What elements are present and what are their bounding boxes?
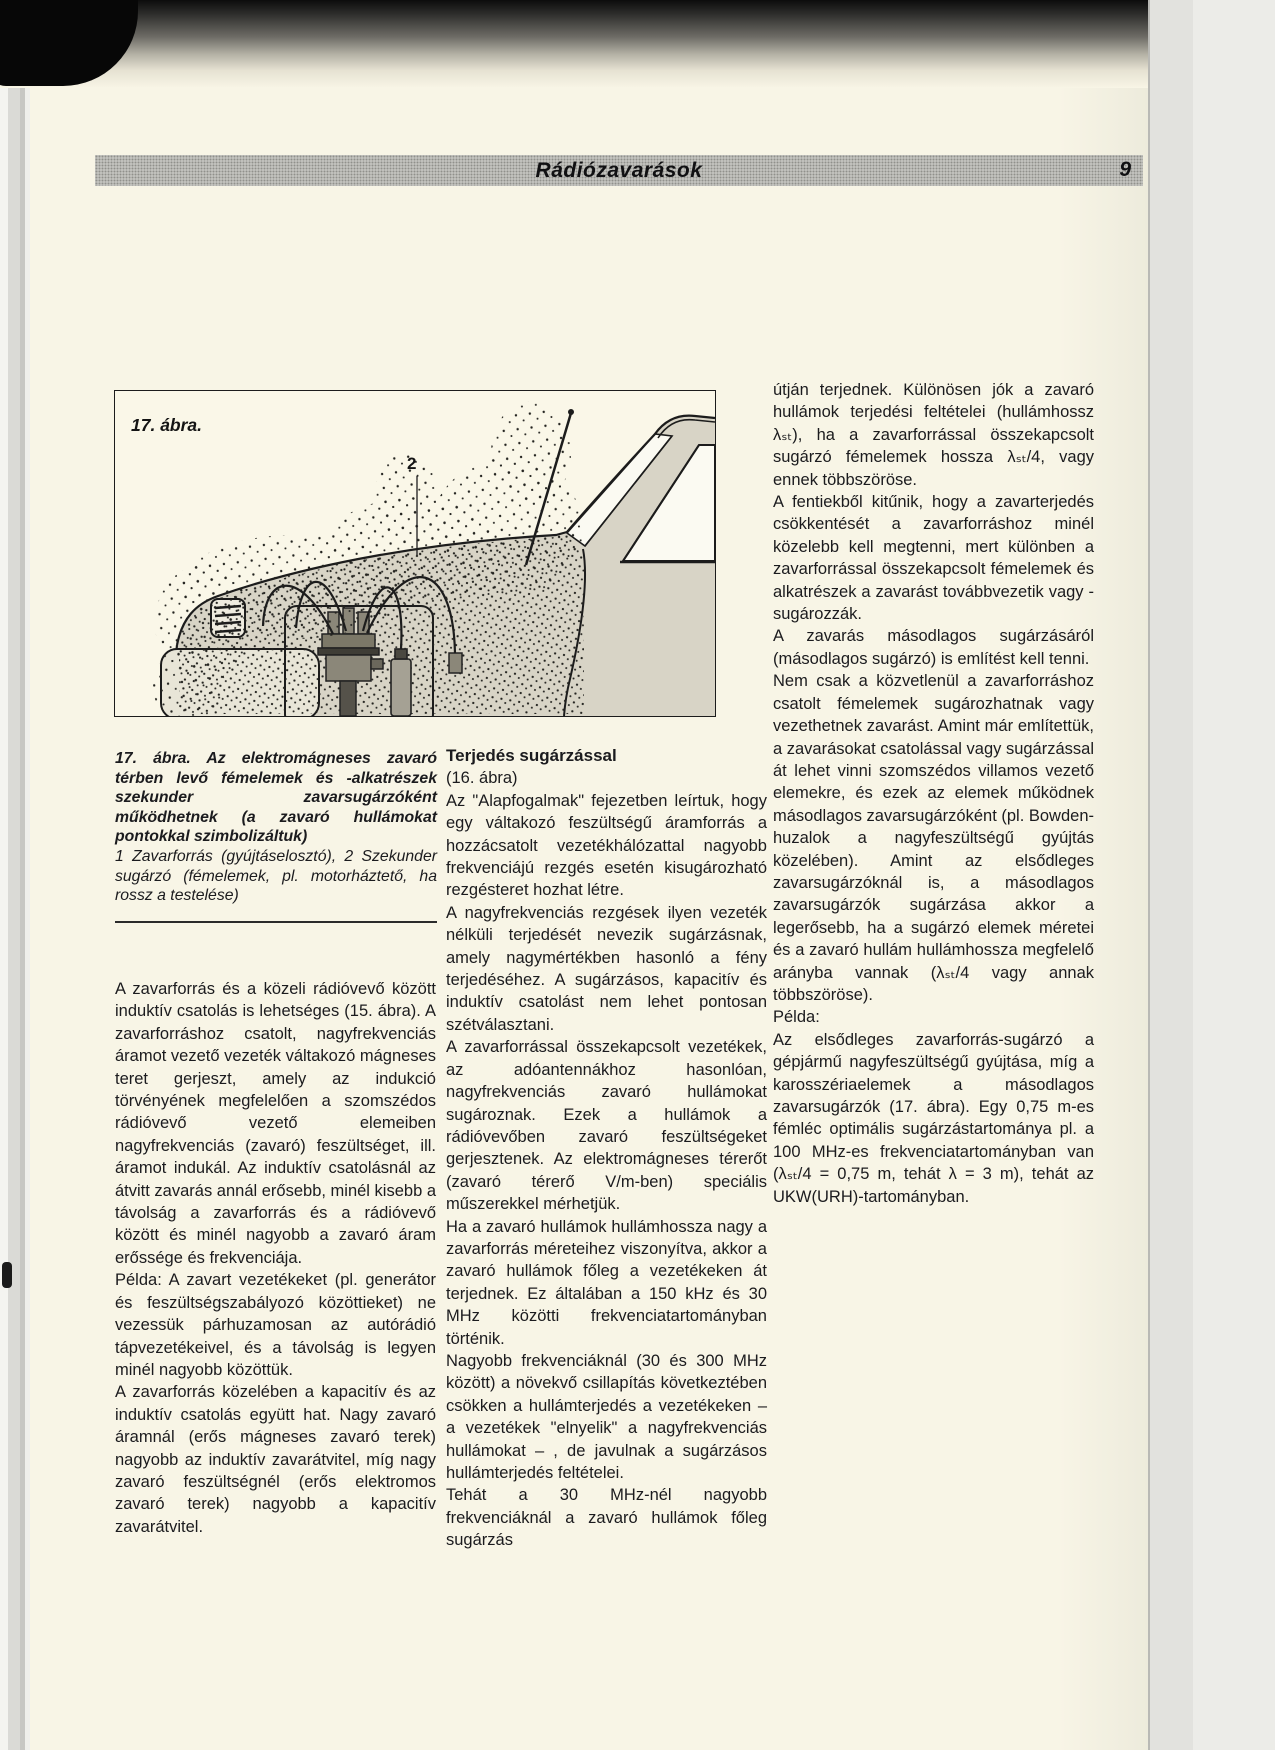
text-column-left	[115, 978, 436, 1538]
text-column-right	[773, 379, 1094, 1208]
caption-divider-rule	[115, 921, 437, 923]
paragraph: Példa:	[773, 1008, 820, 1027]
scan-edge-right	[1148, 0, 1275, 1750]
text-column-middle	[446, 745, 767, 1552]
section-heading: Terjedés sugárzással	[446, 746, 617, 765]
paragraph: Nem csak a közvetlenül a zavarforráshoz csatolt fémelemek sugározhatnak vagy vezethetnek zavarást. Amint már említettük, a zavarásokat csatolással vagy sugárzással át lehet vinni szomszédos villamos vezető elemekre, és ezek az elemek működnek másodlagos zavarsugárzóként (pl. Bowden-huzalok a nagyfeszültségű gyújtás közelében). Amint az elsődleges zavarsugárzóknál is, a másodlagos zavarsugárzók sugárzása akkor a legerősebb, ha a sugárzó elemek méretei és a zavaró hullám hullámhossza megfelelő arányba vannak (λₛₜ/4 vagy annak többszöröse).	[773, 672, 1095, 1004]
chapter-title: Rádiózavarások	[535, 158, 703, 182]
paragraph: Példa: A zavart vezetékeket (pl. generátor és feszültségszabályozó közöttieket) ne vezessük párhuzamosan az autórádió tápvezetékeivel, és a távolság is legyen minél nagyobb közöttük.	[115, 1271, 436, 1379]
section-subheading: (16. ábra)	[446, 769, 518, 788]
scan-edge-left	[0, 0, 30, 1750]
paragraph: A fentiekből kitűnik, hogy a zavarterjedés csökkentését a zavarforráshoz minél közelebb kell megtenni, mert különben a zavarforrással összekapcsolt fémelemek és alkatrészek a zavarást továbbvezetik vagy -sugározzák.	[773, 493, 1094, 624]
paragraph: A zavarforrás közelében a kapacitív és az induktív csatolás együtt hat. Nagy zavaró áramnál (erős mágneses zavaró terek) nagyobb az induktív zavarátvitel, míg nagy zavaró feszültségnél (erős elektromos zavaró terek) nagyobb a kapacitív zavarátvitel.	[115, 1383, 436, 1536]
figure-caption-legend: 1 Zavarforrás (gyújtáselosztó), 2 Szekunder sugárzó (fémelemek, pl. motorháztető, ha rossz a testelése)	[115, 847, 437, 905]
page-number: 9	[1119, 158, 1131, 181]
figure-car-illustration	[115, 391, 715, 716]
scan-artifact-top-bar	[0, 0, 1148, 88]
paragraph: Tehát a 30 MHz-nél nagyobb frekvenciáknál a zavaró hullámok főleg sugárzás	[446, 1486, 767, 1550]
paragraph: Ha a zavaró hullámok hullámhossza nagy a zavarforrás méreteihez viszonyítva, akkor a zavaró hullámok főleg a vezetékeken át terjednek. Ez általában a 150 kHz és 30 MHz közötti frekvenciatartományban történik.	[446, 1217, 767, 1348]
chapter-header-bar	[95, 155, 1143, 186]
spark-plug	[449, 653, 462, 673]
paragraph: A nagyfrekvenciás rezgések ilyen vezeték nélküli terjedését nevezik sugárzásnak, amely nagymértékben hasonló a fény terjedéséhez. A sugárzásos, kapacitív és induktív csatolást nem lehet pontosan szétválasztani.	[446, 903, 767, 1034]
figure-caption	[115, 749, 437, 923]
figure-17	[114, 390, 716, 717]
figure-label: 17. ábra.	[131, 415, 203, 435]
scan-artifact-left-mark	[2, 1262, 12, 1288]
paragraph: Az "Alapfogalmak" fejezetben leírtuk, hogy egy váltakozó feszültségű áramforrás a hozzácsatolt vezetékhálózattal nagyobb frekvenciájú rezgés esetén kisugározható rezgésteret hozhat létre.	[446, 791, 767, 900]
paragraph: Az elsődleges zavarforrás-sugárzó a gépjármű nagyfeszültségű gyújtása, míg a karosszériaelemek a másodlagos zavarsugárzók (17. ábra). Egy 0,75 m-es fémléc optimális sugárzástartománya pl. a 100 MHz-es frekvenciatartományban van (λₛₜ/4 = 0,75 m, tehát λ = 3 m), tehát az UKW(URH)-tartományban.	[773, 1030, 1094, 1206]
paragraph: A zavarás másodlagos sugárzásáról (másodlagos sugárzó) is említést kell tenni.	[773, 627, 1094, 668]
figure-caption-text: 17. ábra. Az elektromágneses zavaró térben levő fémelemek és -alkatrészek szekunder zavarsugárzóként működhetnek (a zavaró hullámokat pontokkal szimbolizáltuk)	[115, 750, 437, 846]
paragraph: A zavarforrással összekapcsolt vezetékek, az adóantennákhoz hasonlóan, nagyfrekvenciás zavaró hullámokat sugároznak. Ezek a hullámok a rádióvevőben zavaró feszültségeket gerjesztenek. Az elektromágneses térerőt (zavaró térerő V/m-ben) speciális műszerekkel mérhetjük.	[446, 1038, 767, 1214]
paragraph: útján terjednek. Különösen jók a zavaró hullámok terjedési feltételei (hullámhossz λₛₜ), ha a zavarforrással összekapcsolt sugárzó fémelemek hossza λₛₜ/4, vagy ennek többszöröse.	[773, 381, 1094, 489]
marker-2-label: 2	[407, 454, 417, 473]
paragraph: A zavarforrás és a közeli rádióvevő között induktív csatolás is lehetséges (15. ábra). A zavarforráshoz csatolt, nagyfrekvenciás áramot vezető vezeték váltakozó mágneses teret gerjeszt, amely az indukció törvényének megfelelően a szomszédos rádióvevő vezető elemeiben nagyfrekvenciás (zavaró) feszültséget, ill. áramot indukál. Az induktív csatolásnál az átvitt zavarás annál erősebb, minél kisebb a távolság a zavarforrás és a rádióvevő között és minél nagyobb a zavaró áram erőssége és frekvenciája.	[115, 980, 437, 1267]
paragraph: Nagyobb frekvenciáknál (30 és 300 MHz között) a növekvő csillapítás következtében csökken a hullámterjedés a vezetékeken – a vezetékek "elnyelik" a nagyfrekvenciás hullámokat – , de javulnak a sugárzásos hullámterjedés feltételei.	[446, 1351, 767, 1482]
ignition-coil	[391, 649, 411, 716]
